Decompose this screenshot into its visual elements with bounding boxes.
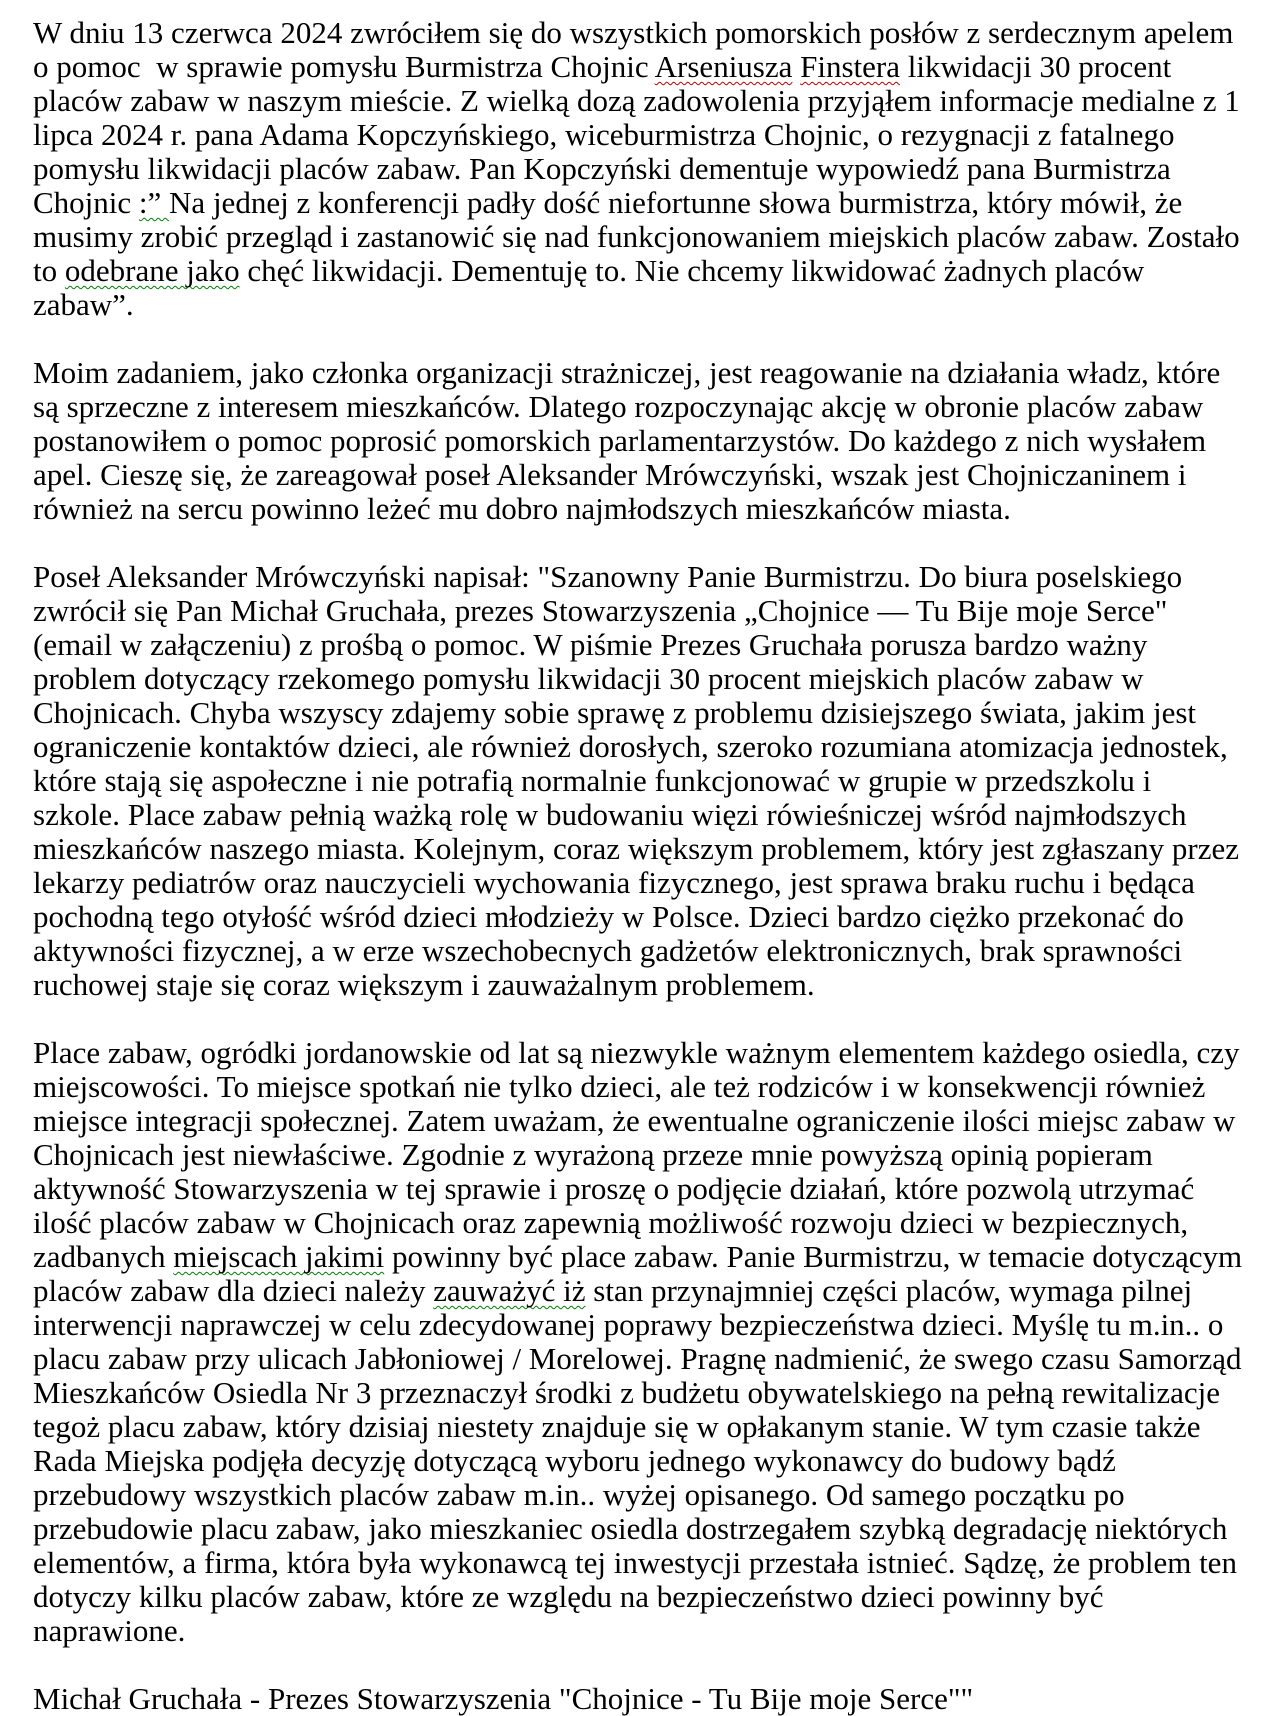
paragraph-deputy-letter	[33, 560, 1245, 1002]
grammar-flagged-text: miejscach jakimi	[173, 1239, 385, 1274]
text-run	[792, 49, 800, 84]
text-run: Michał Gruchała - Prezes Stowarzyszenia "Chojnice - Tu Bije moje Serce""	[33, 1681, 974, 1716]
text-run: W dniu 13 czerwca 2024 zwróciłem się do wszystkich pomorskich posłów z serdecznym apelem o pomoc w sprawie pomysłu Burmistrza Chojnic	[33, 15, 1242, 84]
misspelled-word: Finstera	[800, 49, 901, 84]
paragraph-playgrounds-argument	[33, 1035, 1250, 1648]
grammar-flagged-text: :”	[138, 185, 170, 220]
signature-line	[33, 1682, 1245, 1716]
misspelled-word: Arseniusza	[654, 49, 793, 84]
document-body	[33, 15, 1250, 1716]
text-run: Poseł Aleksander Mrówczyński napisał: "Szanowny Panie Burmistrzu. Do biura poselskiego zwrócił się Pan Michał Gruchała, prezes Stowarzyszenia „Chojnice — Tu Bije moje Serce" (email w załączeniu) z prośbą o pomoc. W piśmie Prezes Gruchała porusza bardzo ważny problem dotyczący rzekomego pomysłu likwidacji 30 procent miejskich placów zabaw w Chojnicach. Chyba wszyscy zdajemy sobie sprawę z problemu dzisiejszego świata, jakim jest ograniczenie kontaktów dzieci, ale również dorosłych, szeroko rozumiana atomizacja jednostek, które stają się aspołeczne i nie potrafią normalnie funkcjonować w grupie w przedszkolu i szkole. Place zabaw pełnią ważką rolę w budowaniu więzi rówieśniczej wśród najmłodszych mieszkańców naszego miasta. Kolejnym, coraz większym problemem, który jest zgłaszany przez lekarzy pediatrów oraz nauczycieli wychowania fizycznego, jest sprawa braku ruchu i będąca pochodną tego otyłość wśród dzieci młodzieży w Polsce. Dzieci bardzo ciężko przekonać do aktywności fizycznej, a w erze wszechobecnych gadżetów elektronicznych, brak sprawności ruchowej staje się coraz większym i zauważalnym problemem.	[33, 559, 1247, 1002]
text-run: Place zabaw, ogródki jordanowskie od lat są niezwykle ważnym elementem każdego osiedla, czy miejscowości. To miejsce spotkań nie tylko dzieci, ale też rodziców i w konsekwencji również miejsce integracji społecznej. Zatem uważam, że ewentualne ograniczenie ilości miejsc zabaw w Chojnicach jest niewłaściwe. Zgodnie z wyrażoną przeze mnie powyższą opinią popieram aktywność Stowarzyszenia w tej sprawie i proszę o podjęcie działań, które pozwolą utrzymać ilość placów zabaw w Chojnicach oraz zapewnią możliwość rozwoju dzieci w bezpiecznych, zadbanych	[33, 1035, 1248, 1274]
text-run: chęć likwidacji. Dementuję to. Nie chcemy likwidować żadnych placów zabaw”.	[33, 253, 1153, 322]
text-run: powinny być place zabaw. Panie Burmistrzu, w temacie dotyczącym placów zabaw dla dzieci należy	[33, 1239, 1250, 1308]
grammar-flagged-text: odebrane jako	[64, 253, 240, 288]
grammar-flagged-text: zauważyć iż	[433, 1273, 586, 1308]
paragraph-intro	[33, 15, 1248, 322]
text-run: Na jednej z konferencji padły dość niefortunne słowa burmistrza, który mówił, że musimy zrobić przegląd i zastanowić się nad funkcjonowaniem miejskich placów zabaw. Zostało to	[33, 185, 1248, 288]
text-run: stan przynajmniej części placów, wymaga pilnej interwencji naprawczej w celu zdecydowanej poprawy bezpieczeństwa dzieci. Myślę tu m.in.. o placu zabaw przy ulicach Jabłoniowej / Morelowej. Pragnę nadmienić, że swego czasu Samorząd Mieszkańców Osiedla Nr 3 przeznaczył środki z budżetu obywatelskiego na pełną rewitalizacje tegoż placu zabaw, który dzisiaj niestety znajduje się w opłakanym stanie. W tym czasie także Rada Miejska podjęła decyzję dotyczącą wyboru jednego wykonawcy do budowy bądź przebudowy wszystkich placów zabaw m.in.. wyżej opisanego. Od samego początku po przebudowie placu zabaw, jako mieszkaniec osiedla dostrzegałem szybką degradację niektórych elementów, a firma, która była wykonawcą tej inwestycji przestała istnieć. Sądzę, że problem ten dotyczy kilku placów zabaw, które ze względu na bezpieczeństwo dzieci powinny być naprawione.	[33, 1273, 1250, 1648]
text-run: likwidacji 30 procent placów zabaw w naszym mieście. Z wielką dozą zadowolenia przyjąłem informacje medialne z 1 lipca 2024 r. pana Adama Kopczyńskiego, wiceburmistrza Chojnic, o rezygnacji z fatalnego pomysłu likwidacji placów zabaw. Pan Kopczyński dementuje wypowiedź pana Burmistrza Chojnic	[33, 49, 1248, 220]
text-run: Moim zadaniem, jako członka organizacji strażniczej, jest reagowanie na działania władz, które są sprzeczne z interesem mieszkańców. Dlatego rozpoczynając akcję w obronie placów zabaw postanowiłem o pomoc poprosić pomorskich parlamentarzystów. Do każdego z nich wysłałem apel. Cieszę się, że zareagował poseł Aleksander Mrówczyński, wszak jest Chojniczaninem i również na sercu powinno leżeć mu dobro najmłodszych mieszkańców miasta.	[33, 355, 1228, 526]
paragraph-watchdog-mission	[33, 356, 1245, 526]
